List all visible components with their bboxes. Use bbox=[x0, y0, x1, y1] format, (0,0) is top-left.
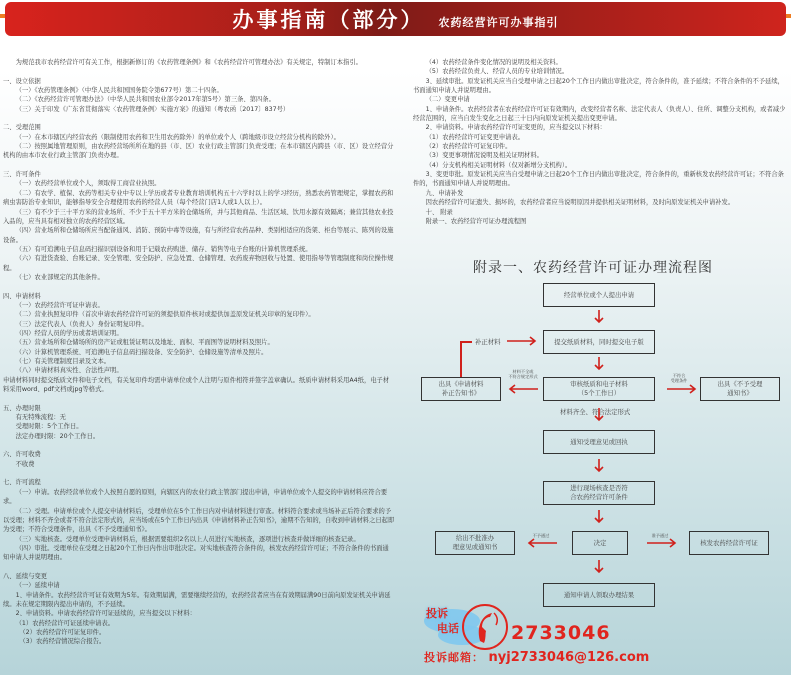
arrow-right-icon bbox=[647, 538, 677, 548]
deny-label: 不予通过 bbox=[532, 533, 550, 538]
intro-paragraph: 为规范我市农药经营许可有关工作，根据新修订的《农药管理条例》和《农药经营许可管理办法》有关规定，特制订本指引。 bbox=[15, 59, 362, 66]
fee-value: 不收费 bbox=[15, 460, 35, 468]
section-heading: 九、申请补发 bbox=[425, 189, 464, 197]
list-item: （八）申请材料真实性、合法性声明。 bbox=[15, 367, 123, 375]
arrow-down-icon bbox=[594, 310, 604, 324]
flow-box-label: 审核纸质和电子材料 bbox=[570, 380, 628, 388]
list-item: （二）受理。申请单位或个人提交申请材料后，受理单位在5个工作日内对申请材料进行审查。材料符合要求或当场补正后符合要求的予以受理；材料不齐全或者不符合法定形式的，应当场或在5个工作日内出具《申请材料补正告知书》，逾期不告知的，自收到申请材料之日起即为受理；不符合受理条件，出具《不予受理通知书》。 bbox=[3, 507, 395, 534]
section-heading: 二、受理范围 bbox=[3, 124, 41, 132]
flow-box-label: 通知申请人领取办理结果 bbox=[563, 590, 635, 599]
flow-box-label: 给出不批准办 bbox=[455, 534, 495, 542]
flow-box-notify-acceptance bbox=[543, 430, 655, 454]
paragraph: 1、申请条件。农药经营许可证有效期为5年。有效期届满，需要继续经营的，农药经营者应当在有效期届满90日前向原发证机关申请延续。未在规定期限内提出申请的，不予延续。 bbox=[3, 591, 391, 608]
arrow-right-icon bbox=[667, 384, 697, 394]
section-heading: 六、许可收费 bbox=[3, 451, 41, 459]
complete-label: 材料齐全、符合法定形式 bbox=[560, 408, 631, 416]
arrow-down-icon bbox=[594, 459, 604, 473]
flow-box-label: 进行现场核查是否符 bbox=[570, 484, 628, 492]
list-item: （1）农药经营许可证延续申请表。 bbox=[15, 619, 115, 627]
flow-box-label: 提交纸质材料，同时提交电子版 bbox=[554, 337, 644, 346]
list-item: （五）营业场所和仓储场所的房产证或租赁证明以及地址、面积、平面图等说明材料及照片。 bbox=[15, 339, 274, 347]
section-heading: 一、设立依据 bbox=[3, 77, 41, 85]
section-heading: 三、许可条件 bbox=[3, 171, 41, 179]
flow-box-label: 决定 bbox=[593, 538, 607, 547]
flow-box-review bbox=[543, 377, 655, 401]
list-item: （三）法定代表人（负责人）身份证明复印件。 bbox=[15, 320, 148, 328]
page-header bbox=[5, 2, 786, 36]
correction-label: 补正材料 bbox=[475, 338, 501, 346]
complaint-phone-label: 投诉 bbox=[426, 607, 448, 620]
list-item: （二）营业执照复印件（首次申请农药经营许可证的须提供原件核对或提供加盖原发证机关印章的复印件）。 bbox=[15, 311, 315, 319]
list-item: （一）《农药管理条例》（中华人民共和国国务院令第677号）第二十四条。 bbox=[15, 87, 223, 95]
subsection-heading: （一）延续申请 bbox=[15, 582, 60, 590]
flow-box-label: 通知受理意见或回执 bbox=[570, 437, 628, 446]
flow-box-site-inspection bbox=[543, 481, 655, 505]
list-item: 受理时限：5个工作日。 bbox=[15, 423, 83, 431]
arrow-down-icon bbox=[594, 560, 604, 574]
section-heading: 十、 附录 bbox=[425, 208, 453, 216]
page-subtitle: 农药经营许可办事指引 bbox=[438, 16, 559, 29]
flow-box-deny-notice bbox=[435, 531, 515, 555]
list-item: （4）分支机构相关证明材料（仅对新增分支机构）。 bbox=[425, 161, 572, 169]
page-title: 办事指南（部分） bbox=[232, 8, 425, 32]
list-item: （一）农药经营许可证申请表。 bbox=[15, 301, 104, 309]
appendix-link: 附录一、农药经营许可证办理流程图 bbox=[425, 217, 527, 225]
list-item: 法定办理时限：20个工作日。 bbox=[15, 432, 100, 440]
subsection-heading: （二）变更申请 bbox=[425, 96, 470, 104]
list-item: （七）有关管理制度目录及文本。 bbox=[15, 358, 111, 365]
list-item: （2）农药经营许可证复印件。 bbox=[425, 143, 512, 151]
flow-box-label: 核发农药经营许可证 bbox=[700, 538, 758, 547]
list-item: （一）申请。农药经营单位或个人按照自愿的原则，向辖区内的农业行政主管部门提出申请，申请单位或个人提交的申请材料应符合要求。 bbox=[3, 488, 388, 506]
list-item: （一）农药经营单位或个人，须取得工商营业执照。 bbox=[15, 180, 161, 188]
list-item: （三）关于印发《广东省贯彻落实〈农药管理条例〉实施方案》的通知（粤农函〔2017〕837号） bbox=[15, 105, 290, 113]
complaint-email-label: 投诉邮箱： bbox=[424, 651, 484, 664]
list-item: （六）计算机管理系统、可追溯电子信息码扫描设备、安全防护、仓储设施等清单及照片。 bbox=[15, 348, 268, 356]
approve-label: 准予通过 bbox=[651, 533, 669, 538]
list-item: （四）经营人员的学历或者培训证明。 bbox=[15, 329, 123, 337]
list-item: （一）在本市辖区内经营农药（限制使用农药和卫生用农药除外）的单位或个人（跨地级市设立经营分机构的除外）。 bbox=[15, 133, 340, 141]
paragraph: 2、申请资料。申请农药经营许可证变更的，应当提交以下材料： bbox=[425, 124, 606, 132]
list-item: （三）实地核查。受理单位受理申请材料后，根据需要组织2名以上人员进行实地核查，逐项进行核查并做详细的核查记录。 bbox=[15, 535, 360, 543]
left-column bbox=[3, 58, 395, 647]
list-item: （三）有不少于三十平方米的营业场所、不少于五十平方米的仓储场所，并与其他商品、生活区域、饮用水源有效隔离；兼营其他农业投入品的，应当具有相对独立的农药经营区域。 bbox=[3, 208, 394, 225]
list-item: （二）《农药经营许可管理办法》（中华人民共和国农业部令2017年第5号）第三条、第四条。 bbox=[15, 96, 275, 104]
flow-box-collect-result bbox=[543, 583, 655, 607]
list-item: （二）按照属地管理原则，由农药经营场所所在地的县（市、区）农业行政主管部门负责受理；在本市辖区内跨县（市、区）设立经营分机构的由本市农业行政主管部门负责办理。 bbox=[3, 143, 394, 160]
list-item: （3）农药经营情况综合报告。 bbox=[19, 638, 106, 646]
paragraph: 1、申请条件。农药经营者在农药经营许可证有效期内，改变经营者名称、法定代表人（负责人）、住所、调整分支机构，或者减少经营范围的，应当自发生变化之日起三十日内向原发证机关提出变更申请。 bbox=[413, 105, 786, 123]
complaint-email bbox=[424, 649, 649, 665]
arrow-down-icon bbox=[594, 510, 604, 524]
complaint-email-address[interactable]: nyj2733046@126.com bbox=[488, 650, 650, 665]
list-item: （二）有农学、植保、农药等相关专业中专以上学历或者专业教育培训机构五十六学时以上的学习经历，熟悉农药管理规定，掌握农药和病虫害防治专业知识，能够指导安全合理使用农药的经营人员（每个经营门店1人或1人以上）。 bbox=[3, 189, 394, 207]
flow-box-label: 补正告知书》 bbox=[441, 389, 481, 397]
flow-box-apply bbox=[543, 283, 655, 307]
arrow-left-icon bbox=[508, 384, 538, 394]
list-item: （五）有可追溯电子信息码扫描识别设备和用于记载农药购进、储存、销售等电子台账的计算机管理系统。 bbox=[15, 245, 312, 253]
list-item: （1）农药经营许可证变更申请表。 bbox=[425, 133, 525, 141]
flow-box-label: （5个工作日） bbox=[577, 389, 621, 397]
right-column bbox=[413, 58, 788, 226]
paragraph: 3、延续审批。原发证机关应当自受理申请之日起20个工作日内做出审批决定，符合条件的，准予延续；不符合条件的不予延续，书面通知申请人并说明理由。 bbox=[413, 77, 784, 95]
incomplete-label: 材料不全或 不符合规定形式 bbox=[508, 369, 538, 379]
paragraph: 2、申请资料。申请农药经营许可证延续的，应当提交以下材料： bbox=[15, 610, 196, 618]
flow-box-decision bbox=[572, 531, 628, 555]
section-heading: 七、许可流程 bbox=[3, 479, 41, 487]
section-heading: 五、办理时限 bbox=[3, 404, 41, 412]
correction-connector bbox=[460, 341, 472, 343]
list-item: （5）农药经营负责人、经营人员的专业培训情况。 bbox=[425, 68, 569, 76]
flow-box-label: 出具《不予受理 bbox=[717, 380, 763, 388]
complaint-phone-number: 2733046 bbox=[511, 622, 611, 644]
flowchart-title: 附录一、农药经营许可证办理流程图 bbox=[473, 260, 713, 276]
list-item: 有无特殊流程：无 bbox=[15, 414, 66, 422]
correction-connector bbox=[460, 341, 462, 377]
complaint-phone-label: 电话 bbox=[437, 622, 459, 635]
list-item: （七）农业部规定的其他条件。 bbox=[15, 273, 104, 281]
materials-note: 申请材料同时提交纸质文件和电子文档，有关复印件均需申请单位或个人注明与原件相符并签字盖章确认。纸质申请材料采用A4纸，电子材料采用word、pdf文档或jpg等格式。 bbox=[3, 376, 390, 394]
paragraph: 因农药经营许可证遗失、损坏的，农药经营者应当说明原因并提供相关证明材料，及时向原发证机关申请补发。 bbox=[425, 199, 735, 207]
flow-box-rejection-notice bbox=[700, 377, 780, 401]
flow-box-correction-notice bbox=[421, 377, 501, 401]
flow-box-label: 合农药经营许可条件 bbox=[570, 493, 628, 501]
flow-box-label: 理意见或通知书 bbox=[452, 543, 498, 551]
arrow-right-icon bbox=[507, 336, 537, 346]
list-item: （四）营业场所和仓储场所应当配备通风、消防、预防中毒等设施，有与所经营农药品种、类别相适应的货架、柜台等展示、陈列的设施设备。 bbox=[3, 227, 394, 244]
list-item: （3）变更事项情况说明及相关证明材料。 bbox=[425, 152, 543, 160]
flow-box-label: 出具《申请材料 bbox=[438, 380, 484, 388]
list-item: （四）审批。受理单位在受理之日起20个工作日内作出审批决定。对实地核查符合条件的，核发农药经营许可证；不符合条件的书面通知申请人并说明理由。 bbox=[3, 544, 389, 562]
flow-box-label: 通知书》 bbox=[727, 389, 753, 397]
flow-box-label: 经营单位或个人提出申请 bbox=[563, 290, 635, 299]
section-heading: 四、申请材料 bbox=[3, 292, 41, 300]
section-heading: 八、延续与变更 bbox=[3, 572, 48, 580]
reject-label: 不符合 受理条件 bbox=[670, 373, 688, 383]
arrow-left-icon bbox=[527, 538, 557, 548]
arrow-down-icon bbox=[594, 408, 604, 422]
list-item: （六）有进货查验、台账记录、安全管理、安全防护、应急处置、仓储管理、农药废弃物回收与处置、使用指导等管理制度和岗位操作规程。 bbox=[3, 255, 394, 272]
paragraph: 3、变更审批。原发证机关应当自受理申请之日起20个工作日内做出审批决定，符合条件的，重新核发农药经营许可证；不符合条件的，书面通知申请人并说明理由。 bbox=[413, 171, 784, 188]
flow-box-submit bbox=[543, 330, 655, 354]
list-item: （2）农药经营许可证复印件。 bbox=[19, 628, 106, 636]
flow-box-issue-license bbox=[689, 531, 769, 555]
arrow-down-icon bbox=[594, 357, 604, 371]
list-item: （4）农药经营条件变化情况的说明及相关资料。 bbox=[425, 59, 562, 66]
